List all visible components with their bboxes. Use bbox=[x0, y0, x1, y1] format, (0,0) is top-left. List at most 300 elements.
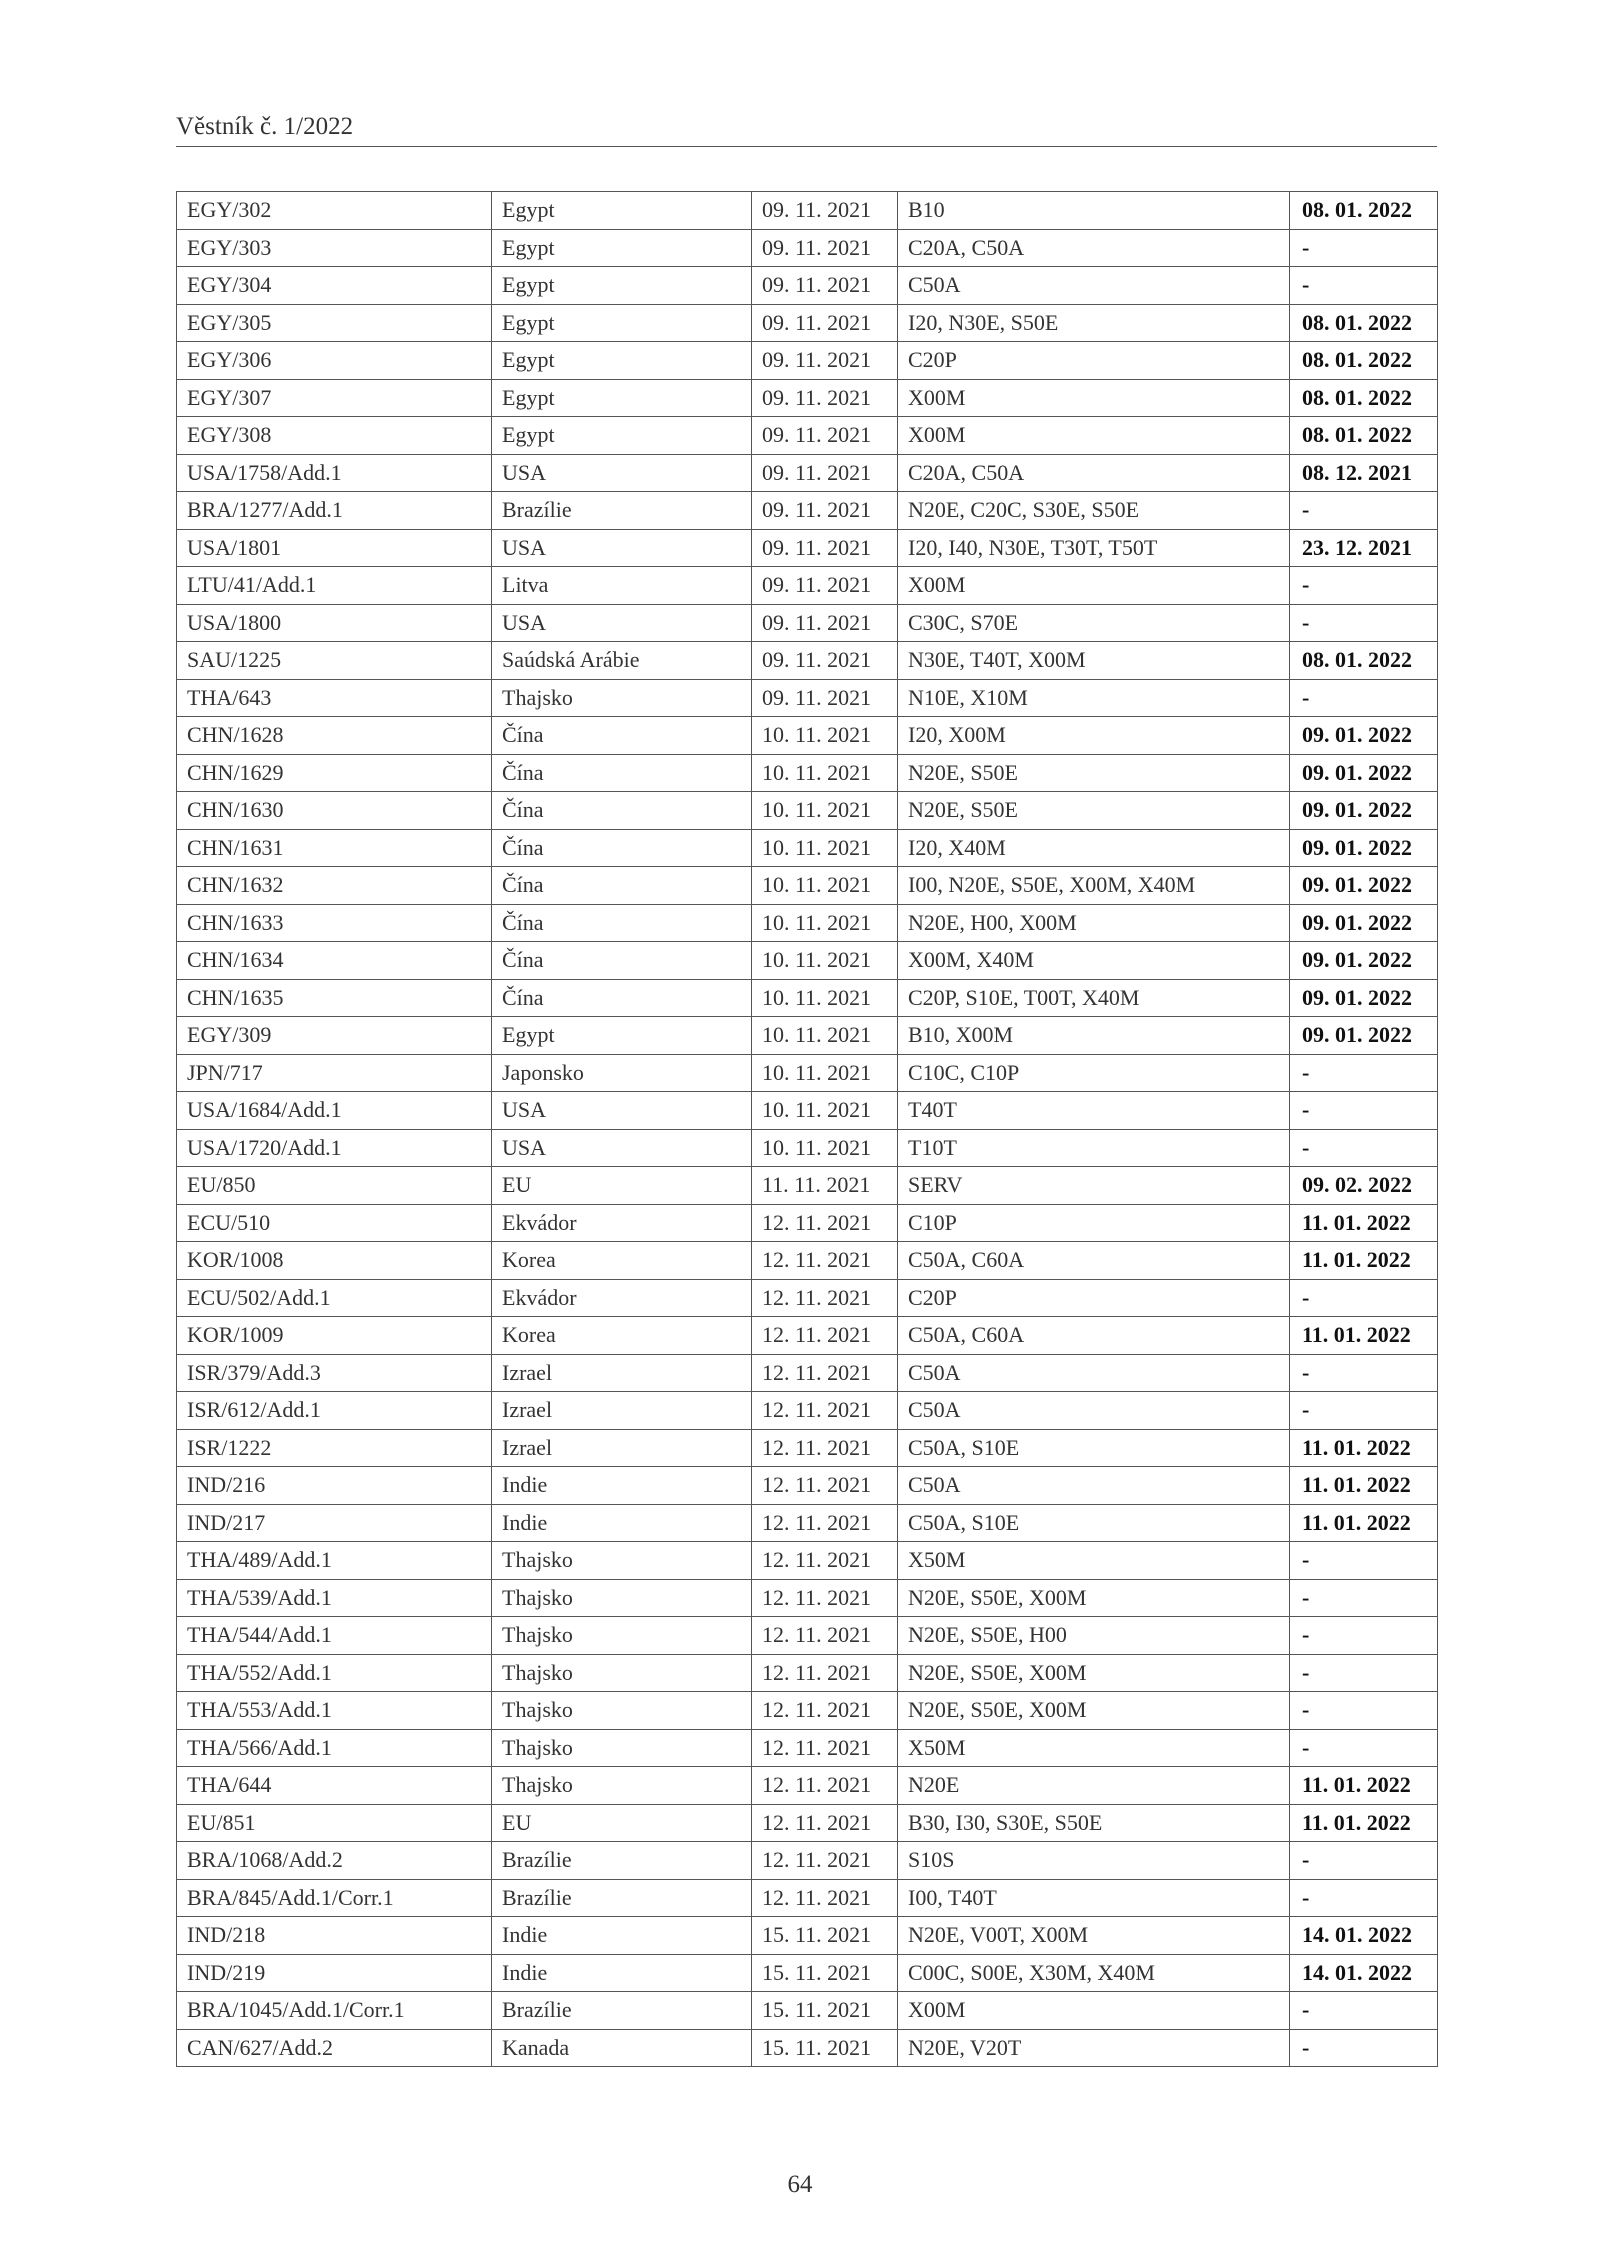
cell-symbol: EGY/308 bbox=[177, 417, 492, 455]
cell-deadline: - bbox=[1290, 267, 1438, 305]
cell-symbol: CHN/1630 bbox=[177, 792, 492, 830]
cell-deadline: 09. 01. 2022 bbox=[1290, 867, 1438, 905]
cell-symbol: BRA/1068/Add.2 bbox=[177, 1842, 492, 1880]
table-row bbox=[177, 792, 1438, 830]
cell-date: 10. 11. 2021 bbox=[752, 754, 898, 792]
cell-date: 10. 11. 2021 bbox=[752, 717, 898, 755]
table-row bbox=[177, 717, 1438, 755]
cell-deadline: - bbox=[1290, 1617, 1438, 1655]
page-number: 64 bbox=[787, 2171, 813, 2198]
cell-codes: T40T bbox=[898, 1092, 1290, 1130]
cell-country: Egypt bbox=[492, 267, 752, 305]
cell-country: Čína bbox=[492, 829, 752, 867]
cell-date: 10. 11. 2021 bbox=[752, 1017, 898, 1055]
cell-symbol: CHN/1634 bbox=[177, 942, 492, 980]
cell-date: 12. 11. 2021 bbox=[752, 1879, 898, 1917]
cell-symbol: EGY/303 bbox=[177, 229, 492, 267]
table-row bbox=[177, 754, 1438, 792]
cell-date: 10. 11. 2021 bbox=[752, 1092, 898, 1130]
cell-date: 09. 11. 2021 bbox=[752, 304, 898, 342]
cell-codes: C50A bbox=[898, 1354, 1290, 1392]
cell-symbol: ISR/612/Add.1 bbox=[177, 1392, 492, 1430]
cell-date: 09. 11. 2021 bbox=[752, 454, 898, 492]
cell-symbol: EGY/309 bbox=[177, 1017, 492, 1055]
cell-country: Korea bbox=[492, 1242, 752, 1280]
cell-deadline: - bbox=[1290, 1354, 1438, 1392]
cell-country: Čína bbox=[492, 979, 752, 1017]
cell-country: Brazílie bbox=[492, 1879, 752, 1917]
cell-codes: X00M bbox=[898, 1992, 1290, 2030]
cell-symbol: CHN/1635 bbox=[177, 979, 492, 1017]
table-row bbox=[177, 904, 1438, 942]
cell-date: 12. 11. 2021 bbox=[752, 1204, 898, 1242]
cell-country: USA bbox=[492, 1092, 752, 1130]
cell-symbol: USA/1758/Add.1 bbox=[177, 454, 492, 492]
table-row bbox=[177, 1992, 1438, 2030]
cell-country: EU bbox=[492, 1167, 752, 1205]
cell-date: 12. 11. 2021 bbox=[752, 1392, 898, 1430]
cell-symbol: BRA/1277/Add.1 bbox=[177, 492, 492, 530]
cell-symbol: SAU/1225 bbox=[177, 642, 492, 680]
cell-symbol: EGY/306 bbox=[177, 342, 492, 380]
cell-symbol: JPN/717 bbox=[177, 1054, 492, 1092]
table-row bbox=[177, 1879, 1438, 1917]
cell-codes: C10C, C10P bbox=[898, 1054, 1290, 1092]
cell-date: 12. 11. 2021 bbox=[752, 1692, 898, 1730]
table-row bbox=[177, 1017, 1438, 1055]
table-row bbox=[177, 492, 1438, 530]
cell-date: 15. 11. 2021 bbox=[752, 1954, 898, 1992]
cell-country: Indie bbox=[492, 1467, 752, 1505]
cell-date: 09. 11. 2021 bbox=[752, 492, 898, 530]
cell-codes: C10P bbox=[898, 1204, 1290, 1242]
cell-deadline: - bbox=[1290, 2029, 1438, 2067]
cell-date: 09. 11. 2021 bbox=[752, 379, 898, 417]
cell-symbol: THA/539/Add.1 bbox=[177, 1579, 492, 1617]
cell-deadline: 09. 01. 2022 bbox=[1290, 904, 1438, 942]
table-row bbox=[177, 1092, 1438, 1130]
cell-country: Japonsko bbox=[492, 1054, 752, 1092]
cell-codes: I20, X40M bbox=[898, 829, 1290, 867]
cell-symbol: KOR/1009 bbox=[177, 1317, 492, 1355]
cell-country: Brazílie bbox=[492, 492, 752, 530]
cell-codes: N10E, X10M bbox=[898, 679, 1290, 717]
cell-deadline: - bbox=[1290, 1654, 1438, 1692]
cell-symbol: EU/851 bbox=[177, 1804, 492, 1842]
cell-codes: SERV bbox=[898, 1167, 1290, 1205]
cell-country: Thajsko bbox=[492, 1654, 752, 1692]
table-row bbox=[177, 867, 1438, 905]
cell-codes: X00M bbox=[898, 379, 1290, 417]
cell-codes: T10T bbox=[898, 1129, 1290, 1167]
table-row bbox=[177, 192, 1438, 230]
table-row bbox=[177, 979, 1438, 1017]
table-row bbox=[177, 1354, 1438, 1392]
cell-deadline: - bbox=[1290, 679, 1438, 717]
page-header bbox=[176, 112, 1437, 147]
cell-deadline: 11. 01. 2022 bbox=[1290, 1804, 1438, 1842]
table-row bbox=[177, 942, 1438, 980]
cell-country: Egypt bbox=[492, 229, 752, 267]
cell-codes: S10S bbox=[898, 1842, 1290, 1880]
cell-codes: N20E, C20C, S30E, S50E bbox=[898, 492, 1290, 530]
cell-deadline: 11. 01. 2022 bbox=[1290, 1242, 1438, 1280]
cell-date: 09. 11. 2021 bbox=[752, 417, 898, 455]
table-row bbox=[177, 417, 1438, 455]
cell-symbol: THA/489/Add.1 bbox=[177, 1542, 492, 1580]
table-row bbox=[177, 454, 1438, 492]
cell-codes: N20E, S50E, X00M bbox=[898, 1692, 1290, 1730]
cell-deadline: 11. 01. 2022 bbox=[1290, 1317, 1438, 1355]
cell-country: USA bbox=[492, 604, 752, 642]
cell-symbol: CHN/1632 bbox=[177, 867, 492, 905]
cell-deadline: - bbox=[1290, 229, 1438, 267]
cell-symbol: THA/552/Add.1 bbox=[177, 1654, 492, 1692]
table-row bbox=[177, 1204, 1438, 1242]
cell-date: 09. 11. 2021 bbox=[752, 642, 898, 680]
cell-symbol: CHN/1633 bbox=[177, 904, 492, 942]
cell-symbol: USA/1801 bbox=[177, 529, 492, 567]
cell-country: Thajsko bbox=[492, 679, 752, 717]
cell-deadline: - bbox=[1290, 1092, 1438, 1130]
cell-deadline: - bbox=[1290, 1579, 1438, 1617]
cell-date: 10. 11. 2021 bbox=[752, 867, 898, 905]
cell-date: 10. 11. 2021 bbox=[752, 1129, 898, 1167]
cell-country: Čína bbox=[492, 942, 752, 980]
cell-country: Thajsko bbox=[492, 1692, 752, 1730]
table-row bbox=[177, 1504, 1438, 1542]
cell-country: USA bbox=[492, 454, 752, 492]
cell-deadline: 11. 01. 2022 bbox=[1290, 1767, 1438, 1805]
cell-symbol: ISR/1222 bbox=[177, 1429, 492, 1467]
cell-country: Thajsko bbox=[492, 1542, 752, 1580]
cell-codes: C20A, C50A bbox=[898, 229, 1290, 267]
cell-deadline: - bbox=[1290, 604, 1438, 642]
cell-date: 12. 11. 2021 bbox=[752, 1654, 898, 1692]
cell-deadline: - bbox=[1290, 1692, 1438, 1730]
cell-deadline: - bbox=[1290, 567, 1438, 605]
cell-codes: C20A, C50A bbox=[898, 454, 1290, 492]
cell-date: 12. 11. 2021 bbox=[752, 1767, 898, 1805]
cell-codes: X00M bbox=[898, 567, 1290, 605]
cell-symbol: THA/553/Add.1 bbox=[177, 1692, 492, 1730]
cell-country: Egypt bbox=[492, 192, 752, 230]
cell-deadline: - bbox=[1290, 1129, 1438, 1167]
cell-country: USA bbox=[492, 529, 752, 567]
cell-date: 10. 11. 2021 bbox=[752, 979, 898, 1017]
cell-codes: C00C, S00E, X30M, X40M bbox=[898, 1954, 1290, 1992]
cell-country: Kanada bbox=[492, 2029, 752, 2067]
cell-date: 12. 11. 2021 bbox=[752, 1804, 898, 1842]
table-row bbox=[177, 1692, 1438, 1730]
cell-codes: C20P bbox=[898, 1279, 1290, 1317]
cell-deadline: 09. 01. 2022 bbox=[1290, 979, 1438, 1017]
cell-codes: C50A bbox=[898, 1467, 1290, 1505]
cell-symbol: BRA/845/Add.1/Corr.1 bbox=[177, 1879, 492, 1917]
cell-deadline: - bbox=[1290, 1392, 1438, 1430]
cell-date: 12. 11. 2021 bbox=[752, 1504, 898, 1542]
cell-codes: I20, X00M bbox=[898, 717, 1290, 755]
cell-symbol: USA/1720/Add.1 bbox=[177, 1129, 492, 1167]
table-row bbox=[177, 342, 1438, 380]
cell-date: 09. 11. 2021 bbox=[752, 229, 898, 267]
cell-date: 10. 11. 2021 bbox=[752, 792, 898, 830]
cell-codes: I20, I40, N30E, T30T, T50T bbox=[898, 529, 1290, 567]
cell-codes: B10, X00M bbox=[898, 1017, 1290, 1055]
cell-symbol: IND/216 bbox=[177, 1467, 492, 1505]
table-row bbox=[177, 1579, 1438, 1617]
cell-date: 09. 11. 2021 bbox=[752, 529, 898, 567]
cell-country: Izrael bbox=[492, 1392, 752, 1430]
cell-date: 10. 11. 2021 bbox=[752, 1054, 898, 1092]
cell-country: Egypt bbox=[492, 379, 752, 417]
table-row bbox=[177, 229, 1438, 267]
table-row bbox=[177, 1317, 1438, 1355]
cell-country: Thajsko bbox=[492, 1767, 752, 1805]
cell-country: Litva bbox=[492, 567, 752, 605]
cell-codes: N20E, V00T, X00M bbox=[898, 1917, 1290, 1955]
table-row bbox=[177, 604, 1438, 642]
cell-deadline: 11. 01. 2022 bbox=[1290, 1504, 1438, 1542]
cell-symbol: IND/217 bbox=[177, 1504, 492, 1542]
cell-deadline: 09. 01. 2022 bbox=[1290, 829, 1438, 867]
cell-symbol: THA/644 bbox=[177, 1767, 492, 1805]
cell-date: 09. 11. 2021 bbox=[752, 567, 898, 605]
cell-deadline: 11. 01. 2022 bbox=[1290, 1467, 1438, 1505]
cell-deadline: 09. 01. 2022 bbox=[1290, 1017, 1438, 1055]
cell-country: Egypt bbox=[492, 417, 752, 455]
cell-country: Saúdská Arábie bbox=[492, 642, 752, 680]
cell-date: 12. 11. 2021 bbox=[752, 1729, 898, 1767]
table-row bbox=[177, 1242, 1438, 1280]
cell-deadline: 09. 01. 2022 bbox=[1290, 792, 1438, 830]
table-row bbox=[177, 379, 1438, 417]
cell-symbol: KOR/1008 bbox=[177, 1242, 492, 1280]
cell-symbol: ECU/502/Add.1 bbox=[177, 1279, 492, 1317]
cell-codes: N20E, H00, X00M bbox=[898, 904, 1290, 942]
cell-codes: C50A, C60A bbox=[898, 1317, 1290, 1355]
cell-country: Brazílie bbox=[492, 1992, 752, 2030]
table-row bbox=[177, 1804, 1438, 1842]
cell-date: 15. 11. 2021 bbox=[752, 1917, 898, 1955]
table-row bbox=[177, 1842, 1438, 1880]
cell-deadline: - bbox=[1290, 492, 1438, 530]
cell-date: 10. 11. 2021 bbox=[752, 942, 898, 980]
cell-deadline: 09. 01. 2022 bbox=[1290, 942, 1438, 980]
cell-date: 12. 11. 2021 bbox=[752, 1617, 898, 1655]
cell-codes: X00M bbox=[898, 417, 1290, 455]
cell-codes: C50A bbox=[898, 1392, 1290, 1430]
cell-codes: C50A, C60A bbox=[898, 1242, 1290, 1280]
cell-deadline: 09. 02. 2022 bbox=[1290, 1167, 1438, 1205]
cell-symbol: THA/566/Add.1 bbox=[177, 1729, 492, 1767]
cell-symbol: EGY/304 bbox=[177, 267, 492, 305]
cell-country: Indie bbox=[492, 1504, 752, 1542]
cell-symbol: EU/850 bbox=[177, 1167, 492, 1205]
cell-deadline: 08. 01. 2022 bbox=[1290, 642, 1438, 680]
cell-country: EU bbox=[492, 1804, 752, 1842]
table-row bbox=[177, 1917, 1438, 1955]
cell-date: 12. 11. 2021 bbox=[752, 1279, 898, 1317]
page-title: Věstník č. 1/2022 bbox=[176, 113, 354, 140]
table-row bbox=[177, 1954, 1438, 1992]
table-row bbox=[177, 304, 1438, 342]
cell-country: Egypt bbox=[492, 1017, 752, 1055]
cell-codes: I00, N20E, S50E, X00M, X40M bbox=[898, 867, 1290, 905]
cell-symbol: ECU/510 bbox=[177, 1204, 492, 1242]
cell-symbol: CAN/627/Add.2 bbox=[177, 2029, 492, 2067]
table-row bbox=[177, 829, 1438, 867]
cell-country: Thajsko bbox=[492, 1729, 752, 1767]
cell-symbol: BRA/1045/Add.1/Corr.1 bbox=[177, 1992, 492, 2030]
cell-country: Brazílie bbox=[492, 1842, 752, 1880]
cell-date: 12. 11. 2021 bbox=[752, 1354, 898, 1392]
table-row bbox=[177, 1542, 1438, 1580]
cell-deadline: - bbox=[1290, 1729, 1438, 1767]
cell-date: 09. 11. 2021 bbox=[752, 267, 898, 305]
cell-date: 09. 11. 2021 bbox=[752, 192, 898, 230]
cell-date: 10. 11. 2021 bbox=[752, 829, 898, 867]
table-row bbox=[177, 1429, 1438, 1467]
table-row bbox=[177, 567, 1438, 605]
cell-country: Izrael bbox=[492, 1354, 752, 1392]
cell-codes: X50M bbox=[898, 1729, 1290, 1767]
cell-country: Čína bbox=[492, 754, 752, 792]
cell-codes: N20E, V20T bbox=[898, 2029, 1290, 2067]
cell-codes: C20P, S10E, T00T, X40M bbox=[898, 979, 1290, 1017]
table-row bbox=[177, 1392, 1438, 1430]
cell-country: Čína bbox=[492, 717, 752, 755]
cell-country: Izrael bbox=[492, 1429, 752, 1467]
cell-country: Čína bbox=[492, 904, 752, 942]
cell-symbol: THA/544/Add.1 bbox=[177, 1617, 492, 1655]
cell-country: Ekvádor bbox=[492, 1279, 752, 1317]
cell-date: 12. 11. 2021 bbox=[752, 1317, 898, 1355]
cell-country: Čína bbox=[492, 867, 752, 905]
cell-deadline: 09. 01. 2022 bbox=[1290, 717, 1438, 755]
cell-deadline: - bbox=[1290, 1992, 1438, 2030]
cell-codes: C30C, S70E bbox=[898, 604, 1290, 642]
cell-date: 12. 11. 2021 bbox=[752, 1579, 898, 1617]
cell-symbol: LTU/41/Add.1 bbox=[177, 567, 492, 605]
cell-country: Ekvádor bbox=[492, 1204, 752, 1242]
cell-country: Thajsko bbox=[492, 1579, 752, 1617]
cell-date: 09. 11. 2021 bbox=[752, 679, 898, 717]
cell-codes: N20E, S50E, X00M bbox=[898, 1579, 1290, 1617]
cell-symbol: USA/1684/Add.1 bbox=[177, 1092, 492, 1130]
cell-country: USA bbox=[492, 1129, 752, 1167]
cell-deadline: 08. 01. 2022 bbox=[1290, 192, 1438, 230]
table-row bbox=[177, 679, 1438, 717]
cell-country: Egypt bbox=[492, 342, 752, 380]
cell-deadline: - bbox=[1290, 1279, 1438, 1317]
cell-date: 12. 11. 2021 bbox=[752, 1842, 898, 1880]
cell-date: 15. 11. 2021 bbox=[752, 1992, 898, 2030]
cell-deadline: 23. 12. 2021 bbox=[1290, 529, 1438, 567]
cell-codes: X50M bbox=[898, 1542, 1290, 1580]
cell-symbol: IND/219 bbox=[177, 1954, 492, 1992]
cell-country: Indie bbox=[492, 1954, 752, 1992]
cell-country: Thajsko bbox=[492, 1617, 752, 1655]
cell-deadline: - bbox=[1290, 1054, 1438, 1092]
cell-date: 09. 11. 2021 bbox=[752, 342, 898, 380]
cell-codes: X00M, X40M bbox=[898, 942, 1290, 980]
cell-codes: N20E bbox=[898, 1767, 1290, 1805]
cell-codes: N20E, S50E, X00M bbox=[898, 1654, 1290, 1692]
cell-deadline: 08. 12. 2021 bbox=[1290, 454, 1438, 492]
cell-symbol: IND/218 bbox=[177, 1917, 492, 1955]
table-row bbox=[177, 1054, 1438, 1092]
cell-date: 10. 11. 2021 bbox=[752, 904, 898, 942]
cell-date: 12. 11. 2021 bbox=[752, 1542, 898, 1580]
cell-date: 12. 11. 2021 bbox=[752, 1429, 898, 1467]
notification-table-body bbox=[177, 192, 1438, 2067]
cell-deadline: 08. 01. 2022 bbox=[1290, 304, 1438, 342]
cell-deadline: 08. 01. 2022 bbox=[1290, 342, 1438, 380]
cell-deadline: 14. 01. 2022 bbox=[1290, 1954, 1438, 1992]
cell-date: 15. 11. 2021 bbox=[752, 2029, 898, 2067]
cell-symbol: EGY/307 bbox=[177, 379, 492, 417]
cell-deadline: 11. 01. 2022 bbox=[1290, 1429, 1438, 1467]
cell-symbol: ISR/379/Add.3 bbox=[177, 1354, 492, 1392]
cell-codes: I00, T40T bbox=[898, 1879, 1290, 1917]
cell-date: 11. 11. 2021 bbox=[752, 1167, 898, 1205]
cell-symbol: CHN/1628 bbox=[177, 717, 492, 755]
cell-deadline: 09. 01. 2022 bbox=[1290, 754, 1438, 792]
cell-deadline: - bbox=[1290, 1542, 1438, 1580]
cell-deadline: 08. 01. 2022 bbox=[1290, 417, 1438, 455]
cell-symbol: CHN/1629 bbox=[177, 754, 492, 792]
table-row bbox=[177, 1279, 1438, 1317]
cell-codes: C50A bbox=[898, 267, 1290, 305]
cell-codes: C20P bbox=[898, 342, 1290, 380]
table-row bbox=[177, 1167, 1438, 1205]
cell-date: 12. 11. 2021 bbox=[752, 1467, 898, 1505]
notification-table bbox=[176, 191, 1438, 2067]
cell-country: Čína bbox=[492, 792, 752, 830]
cell-deadline: - bbox=[1290, 1879, 1438, 1917]
cell-deadline: 14. 01. 2022 bbox=[1290, 1917, 1438, 1955]
cell-codes: N20E, S50E bbox=[898, 754, 1290, 792]
cell-codes: I20, N30E, S50E bbox=[898, 304, 1290, 342]
cell-symbol: CHN/1631 bbox=[177, 829, 492, 867]
cell-codes: N20E, S50E bbox=[898, 792, 1290, 830]
cell-date: 09. 11. 2021 bbox=[752, 604, 898, 642]
cell-deadline: 11. 01. 2022 bbox=[1290, 1204, 1438, 1242]
table-row bbox=[177, 2029, 1438, 2067]
cell-symbol: USA/1800 bbox=[177, 604, 492, 642]
cell-symbol: EGY/302 bbox=[177, 192, 492, 230]
cell-deadline: 08. 01. 2022 bbox=[1290, 379, 1438, 417]
cell-codes: N20E, S50E, H00 bbox=[898, 1617, 1290, 1655]
cell-deadline: - bbox=[1290, 1842, 1438, 1880]
cell-date: 12. 11. 2021 bbox=[752, 1242, 898, 1280]
cell-symbol: THA/643 bbox=[177, 679, 492, 717]
cell-country: Korea bbox=[492, 1317, 752, 1355]
table-row bbox=[177, 1654, 1438, 1692]
table-row bbox=[177, 1617, 1438, 1655]
table-row bbox=[177, 642, 1438, 680]
table-row bbox=[177, 1729, 1438, 1767]
table-row bbox=[177, 1467, 1438, 1505]
cell-codes: C50A, S10E bbox=[898, 1504, 1290, 1542]
table-row bbox=[177, 529, 1438, 567]
cell-codes: B30, I30, S30E, S50E bbox=[898, 1804, 1290, 1842]
cell-codes: N30E, T40T, X00M bbox=[898, 642, 1290, 680]
table-row bbox=[177, 267, 1438, 305]
cell-codes: B10 bbox=[898, 192, 1290, 230]
cell-symbol: EGY/305 bbox=[177, 304, 492, 342]
